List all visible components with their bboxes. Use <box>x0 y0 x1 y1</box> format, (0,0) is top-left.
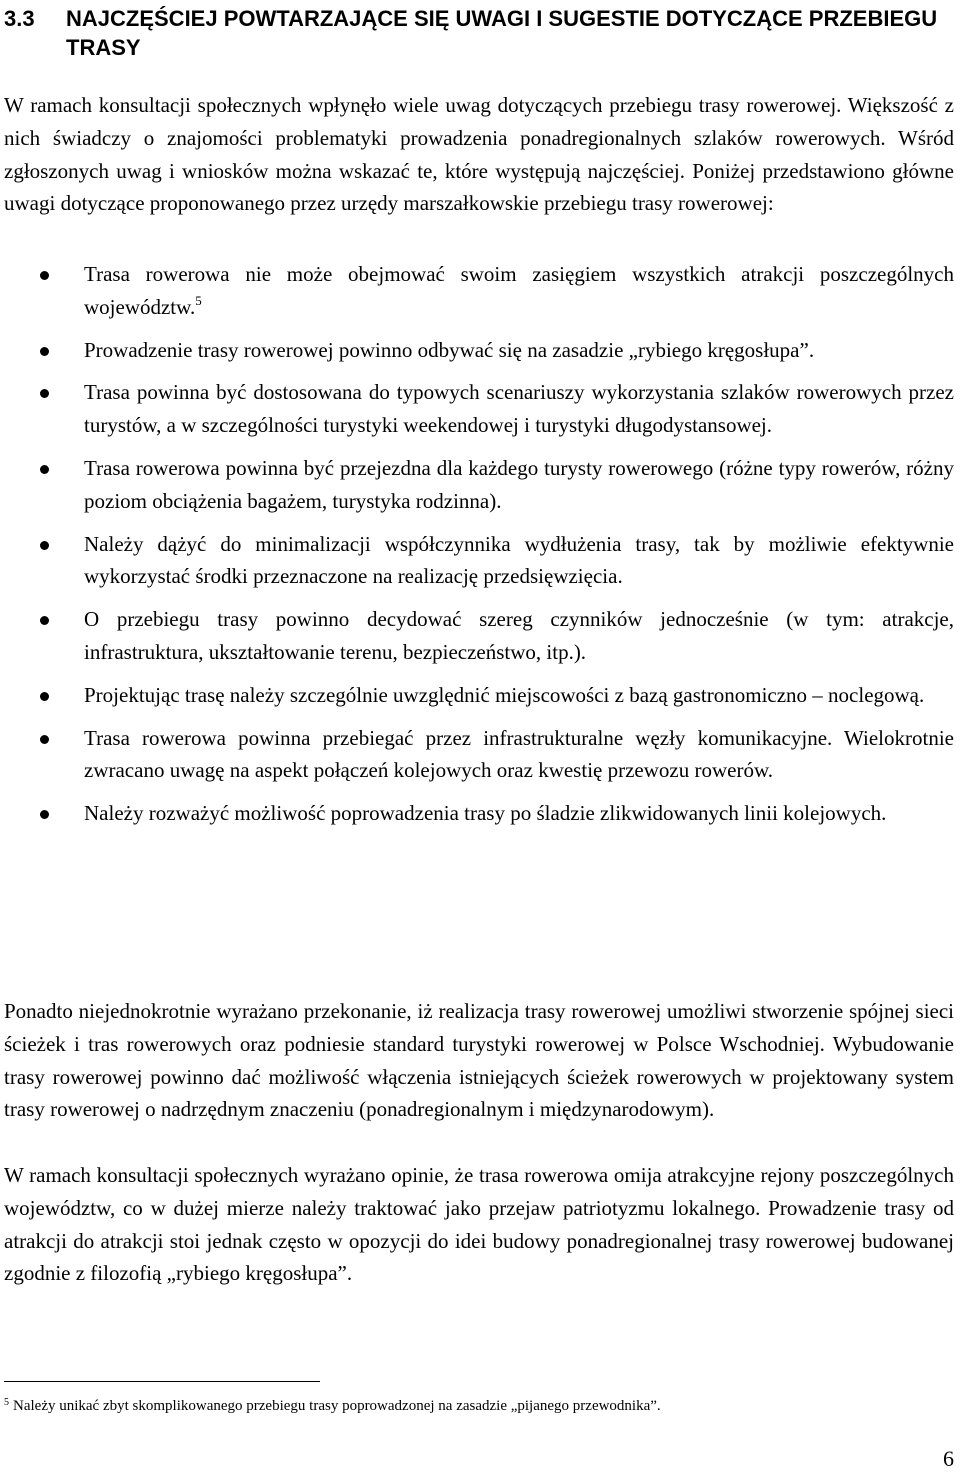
page-number: 6 <box>943 1446 954 1471</box>
body-paragraph-2: Ponadto niejednokrotnie wyrażano przekonanie, iż realizacja trasy rowerowej umożliwi stworzenie spójnej sieci ścieżek i tras rowerowych oraz podniesie standard turystyki rowerowej w Polsce Wschodniej. Wybudowanie trasy rowerowej powinno dać możliwość włączenia istniejących ścieżek rowerowych w projektowany system trasy rowerowej o nadrzędnym znaczeniu (ponadregionalnym i międzynarodowym). <box>4 999 954 1122</box>
list-item-text: Prowadzenie trasy rowerowej powinno odbywać się na zasadzie „rybiego kręgosłupa”. <box>84 337 815 362</box>
list-item-text: Projektując trasę należy szczególnie uwzględnić miejscowości z bazą gastronomiczno – noclegową. <box>84 682 925 707</box>
list-item <box>0 528 954 594</box>
list-item-text: O przebiegu trasy powinno decydować szereg czynników jednocześnie (w tym: atrakcje, infrastruktura, ukształtowanie terenu, bezpieczeństwo, itp.). <box>84 607 954 664</box>
intro-paragraph: W ramach konsultacji społecznych wpłynęło wiele uwag dotyczących przebiegu trasy rowerowej. Większość z nich świadczy o znajomości problematyki prowadzenia ponadregionalnych szlaków rowerowych. Wśród zgłoszonych uwag i wniosków można wskazać te, które występują najczęściej. Poniżej przedstawiono główne uwagi dotyczące proponowanego przez urzędy marszałkowskie przebiegu trasy rowerowej: <box>4 93 954 216</box>
list-item <box>0 722 954 788</box>
list-item <box>0 797 954 830</box>
section-number: 3.3 <box>4 6 35 31</box>
list-item <box>0 603 954 669</box>
footnote-text: Należy unikać zbyt skomplikowanego przebiegu trasy poprowadzonej na zasadzie „pijanego przewodnika”. <box>13 1398 661 1414</box>
list-item <box>0 452 954 518</box>
list-item <box>0 376 954 442</box>
list-item-text: Należy dążyć do minimalizacji współczynnika wydłużenia trasy, tak by możliwie efektywnie wykorzystać środki przeznaczone na realizację przedsięwzięcia. <box>84 531 954 589</box>
list-item-text: Należy rozważyć możliwość poprowadzenia trasy po śladzie zlikwidowanych linii kolejowych. <box>84 801 887 826</box>
footnote-mark: 5 <box>4 1397 9 1408</box>
list-item <box>0 679 954 712</box>
remarks-list <box>0 258 960 830</box>
list-item-text: Trasa rowerowa nie może obejmować swoim zasięgiem wszystkich atrakcji poszczególnych województw. <box>84 262 954 319</box>
list-item-text: Trasa rowerowa powinna przebiegać przez infrastrukturalne węzły komunikacyjne. Wielokrotnie zwracano uwagę na aspekt połączeń kolejowych oraz kwestię przewozu rowerów. <box>84 725 954 783</box>
list-item-text: Trasa powinna być dostosowana do typowych scenariuszy wykorzystania szlaków rowerowych przez turystów, a w szczególności turystyki weekendowej i turystyki długodystansowej. <box>84 380 954 438</box>
body-paragraph-3: W ramach konsultacji społecznych wyrażano opinie, że trasa rowerowa omija atrakcyjne rejony poszczególnych województw, co w dużej mierze należy traktować jako przejaw patriotyzmu lokalnego. Prowadzenie trasy od atrakcji do atrakcji stoi jednak często w opozycji do idei budowy ponadregionalnej trasy rowerowej budowanej zgodnie z filozofią „rybiego kręgosłupa”. <box>4 1163 954 1286</box>
list-item <box>0 334 954 367</box>
footnote-divider <box>4 1381 320 1382</box>
section-title: NAJCZĘŚCIEJ POWTARZAJĄCE SIĘ UWAGI I SUGESTIE DOTYCZĄCE PRZEBIEGU TRASY <box>66 6 938 60</box>
footnote <box>4 1396 904 1416</box>
footnote-reference[interactable]: 5 <box>195 292 202 308</box>
list-item-text: Trasa rowerowa powinna być przejezdna dla każdego turysty rowerowego (różne typy rowerów, różny poziom obciążenia bagażem, turystyka rodzinna). <box>84 455 954 513</box>
list-item <box>0 258 954 324</box>
